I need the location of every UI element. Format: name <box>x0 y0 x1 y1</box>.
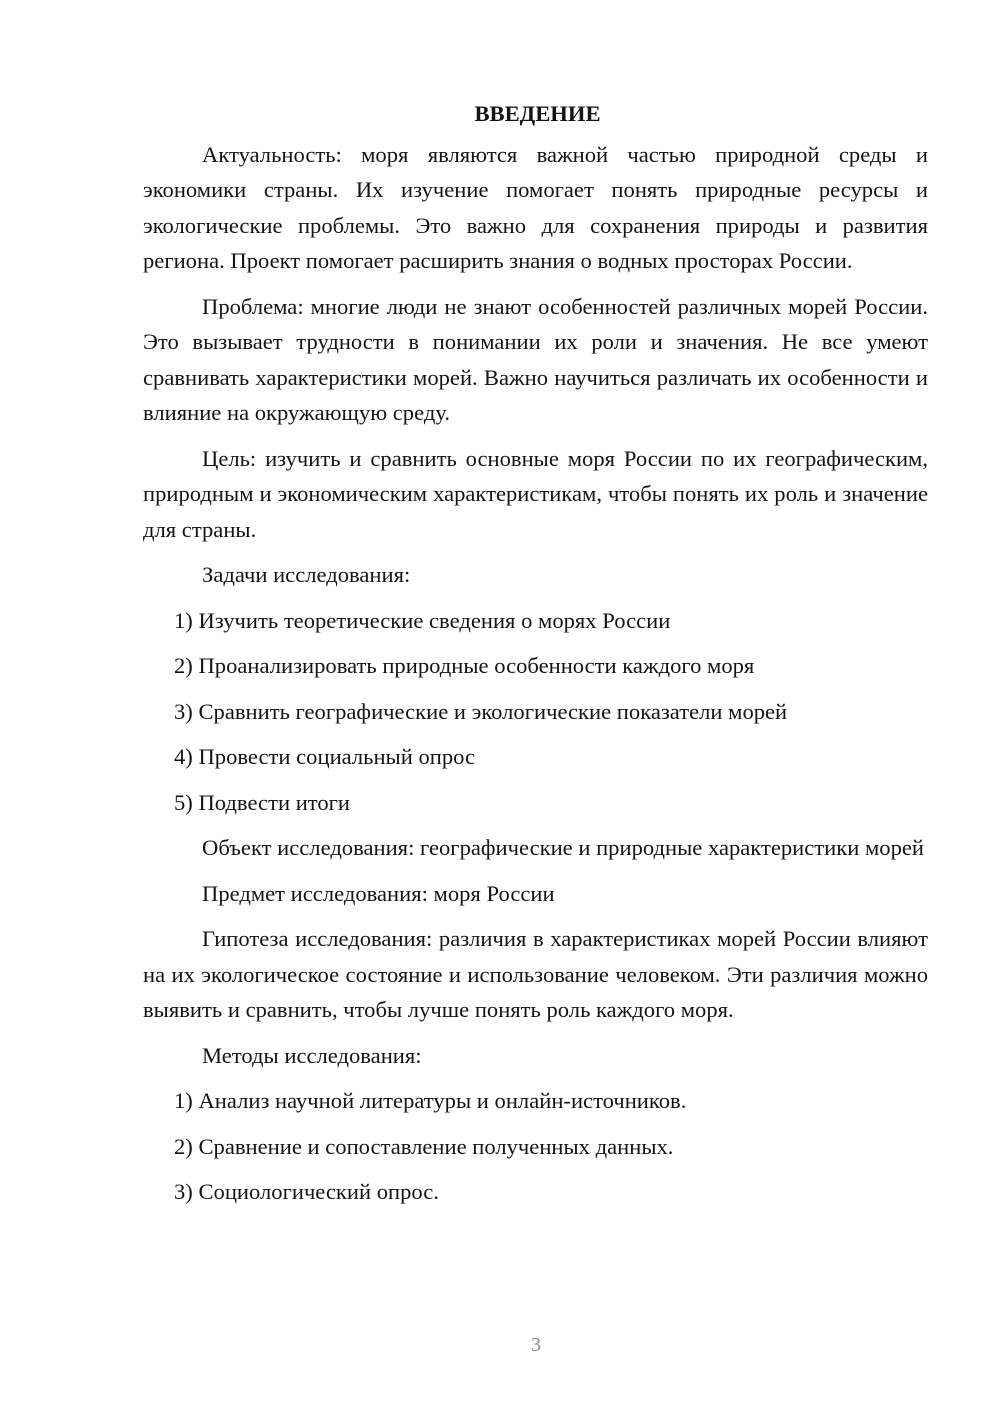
object-paragraph: Объект исследования: географические и природные характеристики морей <box>202 835 924 860</box>
methods-label: Методы исследования: <box>202 1042 422 1068</box>
task-item: 1) Изучить теоретические сведения о морях России <box>174 607 671 633</box>
relevance-paragraph: Актуальность: моря являются важной частью природной среды и экономики страны. Их изучение помогает понять природные ресурсы и экологические проблемы. Это важно для сохранения природы и развития региона. Проект помогает расширить знания о водных просторах России. <box>143 141 928 273</box>
task-item: 5) Подвести итоги <box>174 789 351 815</box>
hypothesis-paragraph: Гипотеза исследования: различия в характеристиках морей России влияют на их экологическое состояние и использование человеком. Эти различия можно выявить и сравнить, чтобы лучше понять роль каждого моря. <box>143 926 928 1022</box>
tasks-label: Задачи исследования: <box>202 562 411 587</box>
method-item: 2) Сравнение и сопоставление полученных данных. <box>174 1133 674 1159</box>
method-item: 1) Анализ научной литературы и онлайн-источников. <box>174 1088 687 1113</box>
task-item: 4) Провести социальный опрос <box>174 744 476 769</box>
problem-paragraph: Проблема: многие люди не знают особенностей различных морей России. Это вызывает трудности в понимании их роли и значения. Не все умеют сравнивать характеристики морей. Важно научиться различать их особенности и влияние на окружающую среду. <box>143 293 928 425</box>
goal-paragraph: Цель: изучить и сравнить основные моря России по их географическим, природным и экономическим характеристикам, чтобы понять их роль и значение для страны. <box>143 445 928 542</box>
task-item: 2) Проанализировать природные особенности каждого моря <box>174 653 755 678</box>
document-body <box>143 96 928 1220</box>
section-heading: ВВЕДЕНИЕ <box>474 101 601 126</box>
method-item: 3) Социологический опрос. <box>174 1179 439 1204</box>
page-number: 3 <box>531 1334 541 1356</box>
subject-line: Предмет исследования: моря России <box>202 880 555 906</box>
task-item: 3) Сравнить географические и экологические показатели морей <box>174 698 788 724</box>
